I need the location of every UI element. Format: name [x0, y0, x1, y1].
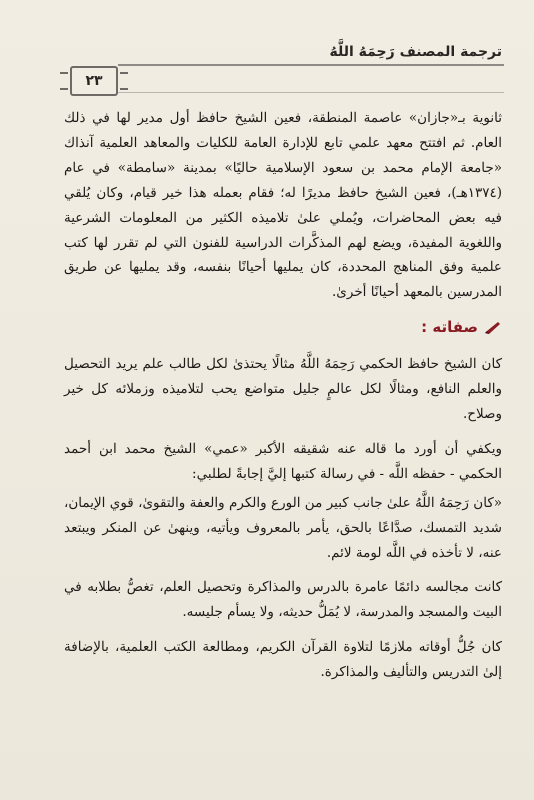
pen-icon	[484, 321, 502, 335]
running-header-title: ترجمة المصنف رَحِمَهُ اللَّهُ	[329, 44, 502, 60]
header-rule	[118, 64, 504, 66]
header-rule-thin	[118, 92, 504, 93]
body-paragraph: كان الشيخ حافظ الحكمي رَحِمَهُ اللَّهُ مثالًا يحتذىٰ لكل طالب علم يريد التحصيل والعلم النافع، ومثالًا لكل عالمٍ جليل متواضع يحب لتلاميذه وزملائه كل خير وصلاح.	[64, 356, 502, 422]
body-paragraph: ثانوية بـ«جازان» عاصمة المنطقة، فعين الشيخ حافظ أول مدير لها في ذلك العام. ثم افتتح معهد علمي تابع للإدارة العامة للكليات والمعاهد العلمية آنذاك «جامعة الإمام محمد بن سعود الإسلامية حاليًا» بمدينة «سامطة» في عام (١٣٧٤هـ)، فعين الشيخ حافظ مديرًا له؛ فقام بعمله هذا خير قيام، وكان يُلقي فيه بعض المحاضرات، ويُملي علىٰ تلاميذه الكثير من المعلومات الشرعية واللغوية المفيدة، ويضع لهم المذكَّرات الدراسية للفنون التي لم تقرر لها كتب علمية وفق المناهج المحددة، كان يمليها أحيانًا بنفسه، وقد يمليها عن طريق المدرسين بالمعهد أحيانًا أخرىٰ.	[64, 110, 502, 301]
quoted-paragraph: كان جُلُّ أوقاته ملازمًا لتلاوة القرآن الكريم، ومطالعة الكتب العلمية، بالإضافة إلىٰ التدريس والتأليف والمذاكرة.	[64, 639, 502, 681]
quoted-paragraph: «كان رَحِمَهُ اللَّهُ علىٰ جانب كبير من الورع والكرم والعفة والتقوىٰ، قوي الإيمان، شديد التمسك، صدَّاعًا بالحق، يأمر بالمعروف ويأتيه، وينهىٰ عن المنكر ويبتعد عنه، لا تأخذه في اللَّه لومة لائم.	[64, 494, 502, 561]
page-number: ٢٣	[70, 66, 118, 96]
section-heading-text: صفاته :	[421, 318, 478, 337]
body-paragraph: ويكفي أن أورد ما قاله عنه شقيقه الأكبر «عمي» الشيخ محمد ابن أحمد الحكمي - حفظه اللَّه - في رسالة كتبها إليَّ إجابةً لطلبي:	[64, 440, 502, 482]
page-body	[64, 106, 502, 685]
section-heading	[64, 315, 502, 340]
quoted-paragraph: كانت مجالسه دائمًا عامرة بالدرس والمذاكرة وتحصيل العلم، تغصُّ بطلابه في البيت والمسجد والمدرسة، لا يُمَلُّ حديثه، ولا يسأم جليسه.	[64, 579, 502, 621]
